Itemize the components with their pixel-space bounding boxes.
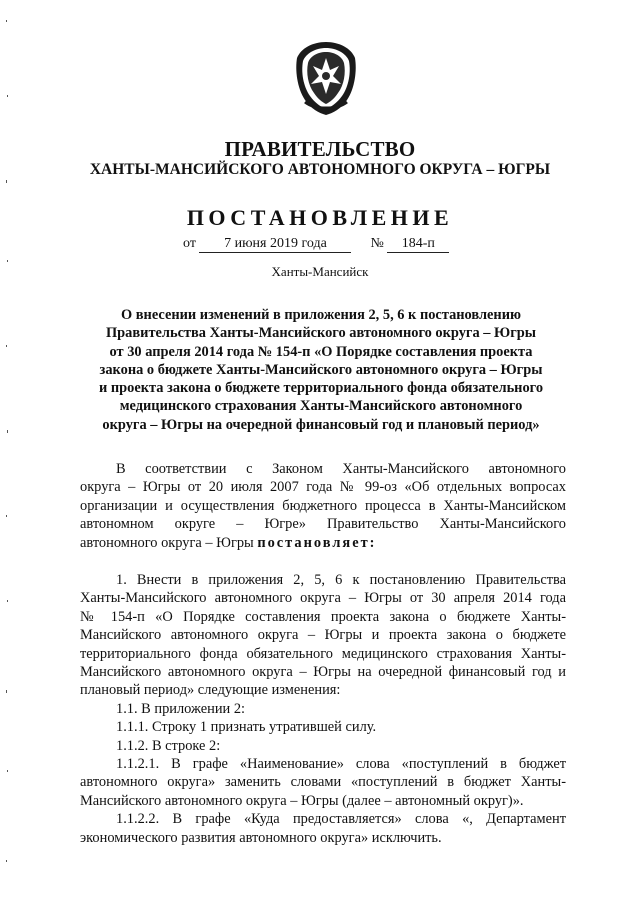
number-prefix: №: [370, 236, 384, 251]
region-name: ХАНТЫ-МАНСИЙСКОГО АВТОНОМНОГО ОКРУГА – ЮГРЫ: [89, 161, 551, 178]
body-line: 1. Внести в приложения 2, 5, 6 к постановлению Правительства: [116, 572, 566, 588]
title-line: медицинского страхования Ханты-Мансийского автономного: [119, 398, 523, 415]
preamble-line: автономном округе – Югре» Правительство Ханты-Мансийского: [80, 516, 566, 533]
preamble-line: организации и осуществления бюджетного процесса в Ханты-Мансийском: [80, 497, 566, 514]
preamble-last-line: [80, 534, 566, 552]
title-line: О внесении изменений в приложения 2, 5, 6 к постановлению: [120, 307, 522, 323]
government-title: ПРАВИТЕЛЬСТВО: [224, 137, 416, 161]
body-line: Ханты-Мансийского автономного округа – Югры от 30 апреля 2014 года: [80, 590, 566, 607]
body-line: Мансийского автономного округа – Югры (далее – автономный округ)».: [80, 792, 524, 809]
date-number-line: [183, 236, 449, 253]
body-line: № 154-п «О Порядке составления проекта закона о бюджете Ханты-: [80, 608, 566, 625]
title-line: округа – Югры на очередной финансовый год и плановый период»: [102, 416, 540, 433]
coat-of-arms-icon: [291, 40, 361, 116]
clause-item: 1.1.2.1. В графе «Наименование» слова «поступлений в бюджет: [116, 756, 566, 773]
title-line: от 30 апреля 2014 года № 154-п «О Порядке составления проекта: [109, 343, 533, 360]
body-line: территориального фонда обязательного медицинского страхования Ханты-: [80, 645, 566, 662]
body-line: автономного округа» заменить словами «поступлений в бюджет Ханты-: [80, 774, 566, 791]
body-line: Мансийского автономного округа – Югры и проекта закона о бюджете: [80, 627, 566, 644]
body-line: плановый период» следующие изменения:: [80, 682, 341, 699]
document-type: ПОСТАНОВЛЕНИЕ: [186, 205, 454, 230]
scan-margin-marks: [6, 0, 9, 905]
body-line: Мансийского автономного округа – Югры на очередной финансовый год и: [80, 664, 566, 681]
preamble-paragraph: [80, 460, 566, 552]
clause-item: 1.1.2. В строке 2:: [116, 737, 221, 754]
preamble-line-text: автономного округа – Югры: [80, 534, 258, 551]
clause-heading: 1.1. В приложении 2:: [116, 700, 246, 717]
preamble-line: округа – Югры от 20 июля 2007 года № 99-оз «Об отдельных вопросах: [80, 479, 566, 496]
preamble-line: В соответствии с Законом Ханты-Мансийского автономного: [116, 461, 566, 477]
clause-item: 1.1.1. Строку 1 признать утратившей силу.: [116, 719, 377, 736]
body-line: экономического развития автономного округа» исключить.: [80, 829, 442, 846]
document-title: [80, 306, 562, 434]
clause-item: 1.1.2.2. В графе «Куда предоставляется» слова «, Департамент: [116, 811, 566, 828]
document-number: 184-п: [387, 236, 449, 253]
title-line: Правительства Ханты-Мансийского автономного округа – Югры: [105, 325, 537, 342]
title-line: и проекта закона о бюджете территориального фонда обязательного: [98, 380, 544, 397]
date-prefix: от: [183, 236, 196, 251]
amendments-section: [80, 571, 566, 847]
city-name: Ханты-Мансийск: [271, 264, 369, 279]
title-line: закона о бюджете Ханты-Мансийского автономного округа – Югры: [99, 361, 543, 378]
document-date: 7 июня 2019 года: [199, 236, 351, 253]
decree-word: постановляет:: [257, 534, 377, 551]
